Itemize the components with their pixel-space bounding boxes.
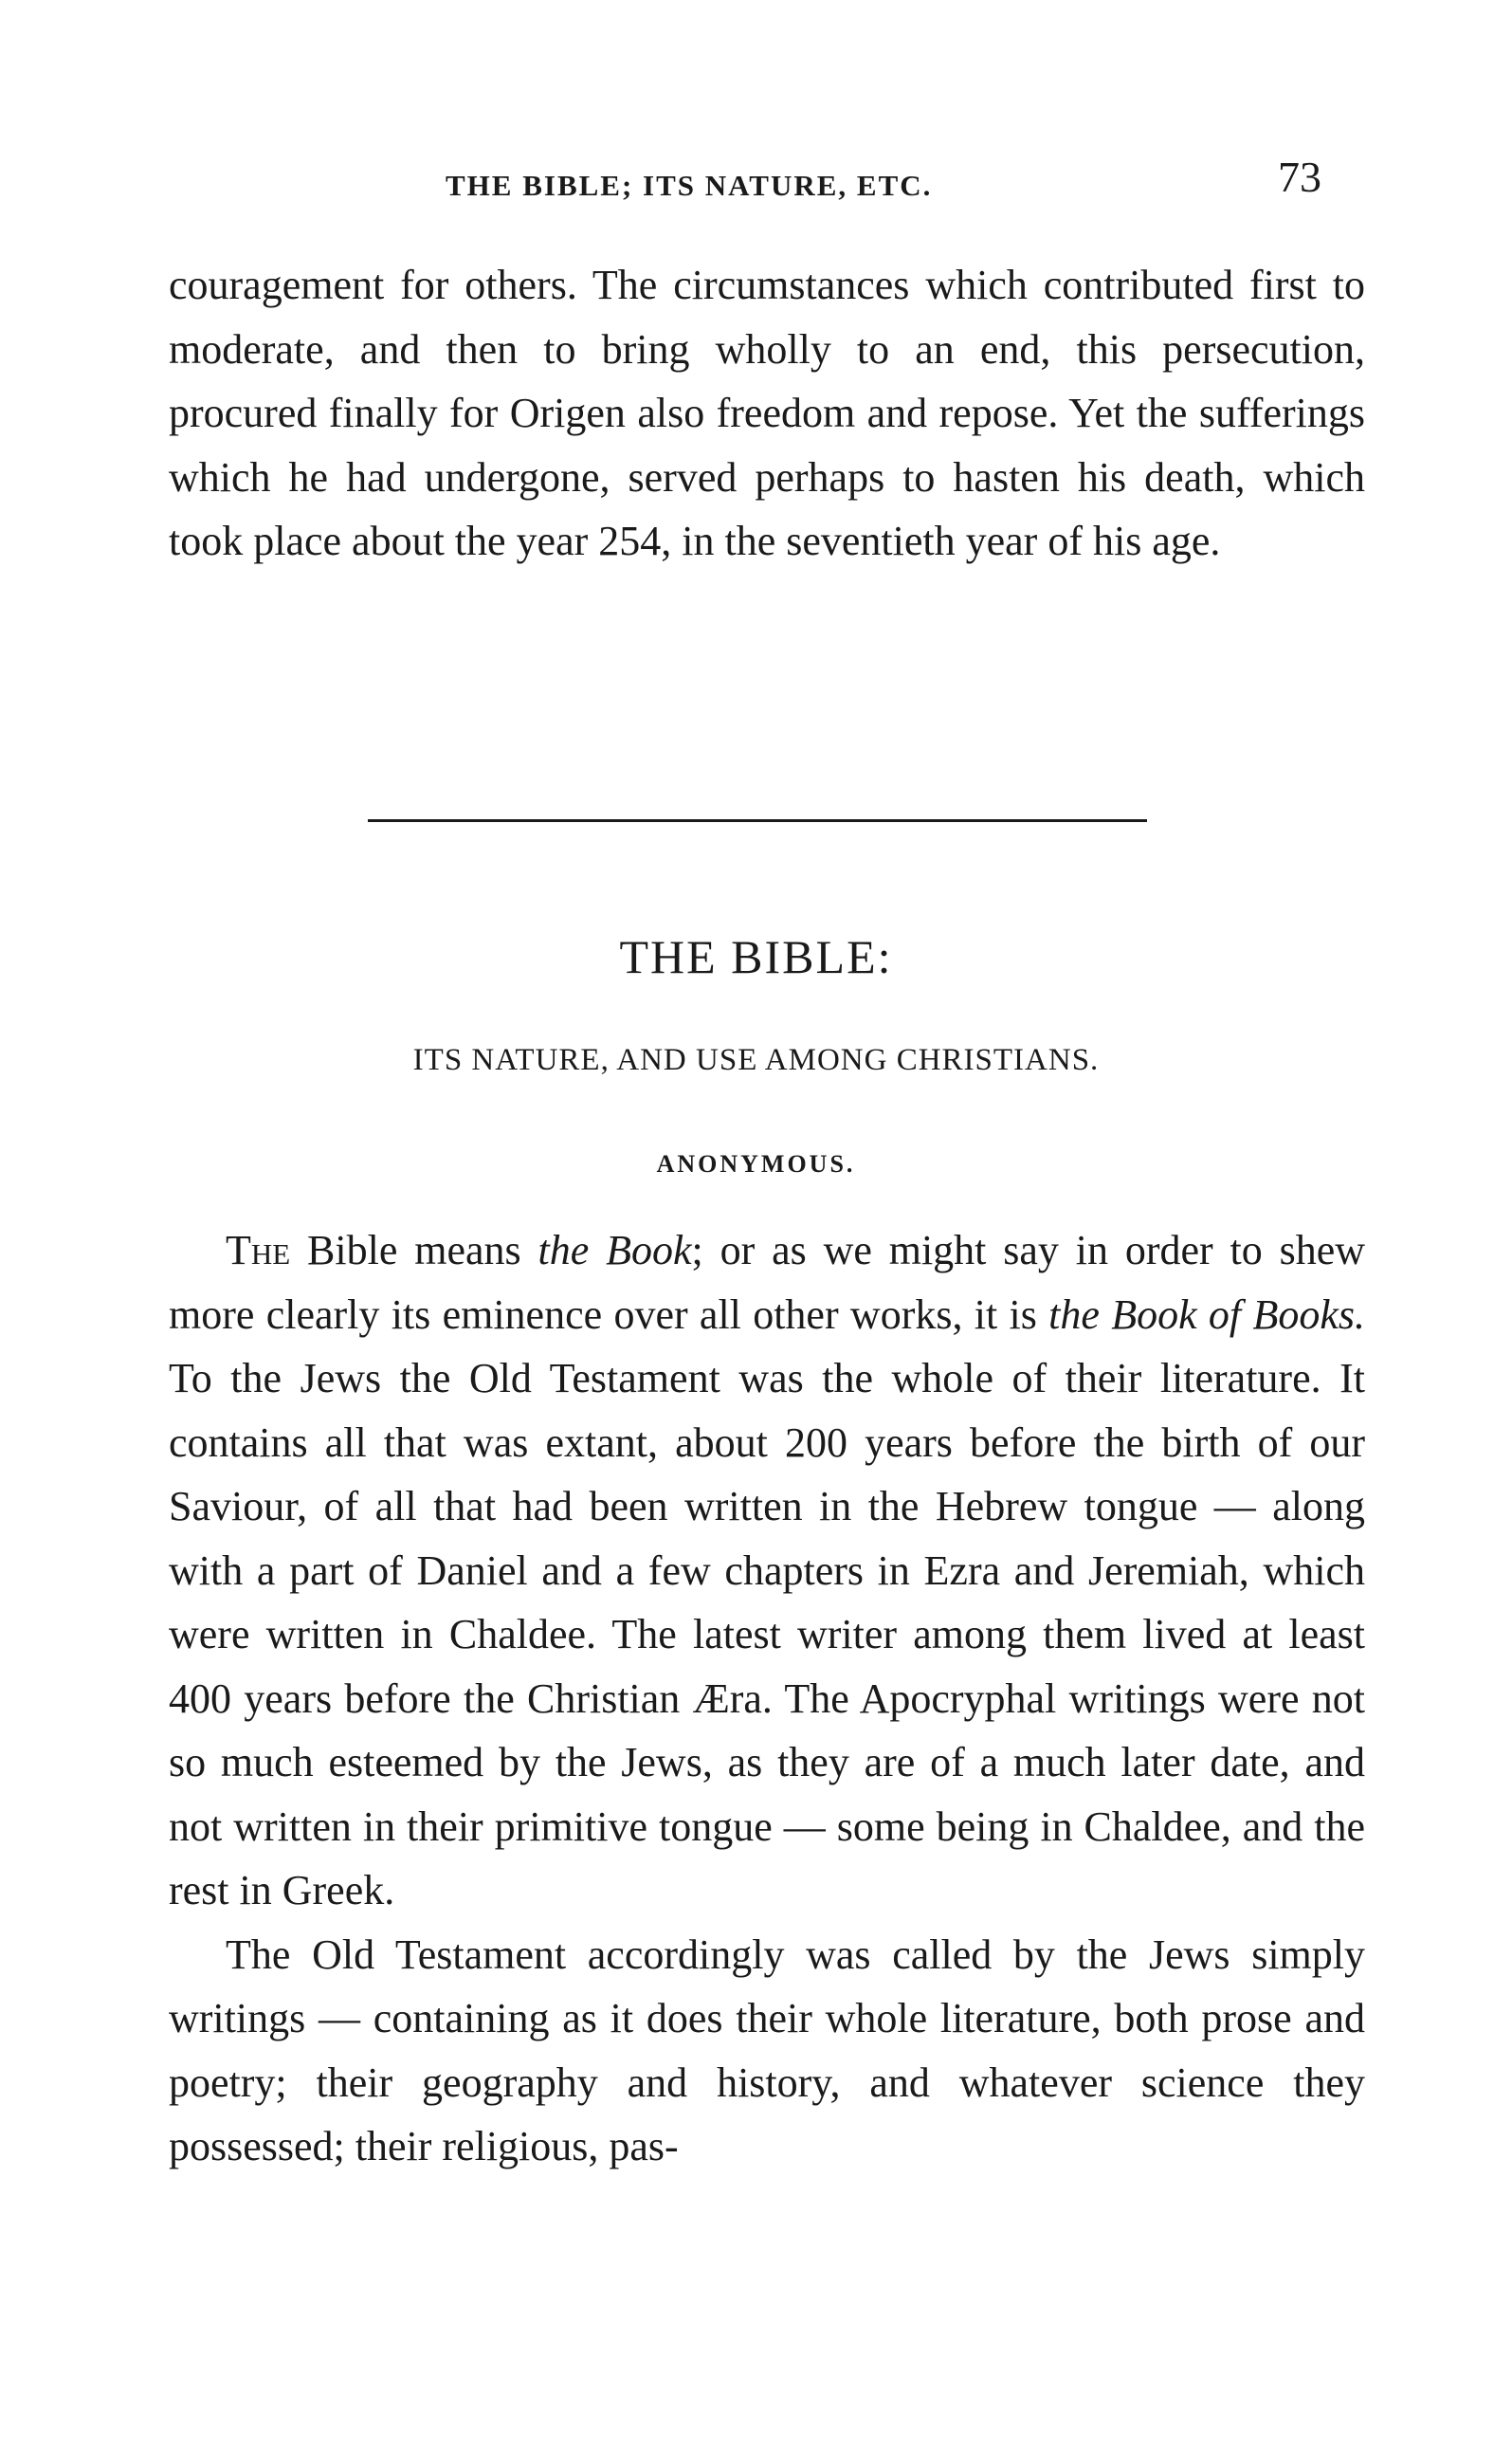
running-title: THE BIBLE; ITS NATURE, ETC. [446, 169, 933, 202]
text-segment: ; or as we might say in order to shew more clearly its eminence over all other works, it is [169, 1227, 1365, 1338]
paragraph-old-testament: The Old Testament accordingly was called by the Jews simply writings — containing as it does their whole literature, both prose and poetry; their geography and history, and whatever science they possessed; their religious, pas- [169, 1930, 1365, 2169]
paragraph-continuation: couragement for others. The circumstances which contributed first to moderate, and then to bring wholly to an end, this persecution, procured finally for Origen also freedom and repose. Yet the sufferings which he had undergone, served perhaps to hasten his death, which took place about the year 254, in the seventieth year of his age. [169, 262, 1365, 564]
section-body [169, 1218, 1365, 2179]
text-segment: To the Jews the Old Testament was the whole of their literature. It contains all that was extant, about 200 years before the birth of our Saviour, of all that had been written in the Hebrew tongue — along with a part of Daniel and a few chapters in Ezra and Jeremiah, which were written in Chaldee. The latest writer among them lived at least 400 years before the Christian Æra. The Apocryphal writings were not so much esteemed by the Jews, as they are of a much later date, and not written in their primitive tongue — some being in Chaldee, and the rest in Greek. [169, 1355, 1365, 1913]
italic-phrase: the Book of Books. [1048, 1290, 1365, 1338]
section-subtitle: ITS NATURE, AND USE AMONG CHRISTIANS. [412, 1043, 1100, 1077]
section-title: THE BIBLE: [619, 930, 893, 983]
italic-phrase: the Book [537, 1227, 692, 1273]
paragraph-bible-meaning [169, 1218, 1365, 1923]
text-segment: Bible means [290, 1227, 538, 1273]
author-line: ANONYMOUS. [656, 1150, 856, 1178]
section-divider [368, 819, 1147, 822]
page-number: 73 [1278, 153, 1321, 201]
lead-word: The [226, 1227, 291, 1273]
